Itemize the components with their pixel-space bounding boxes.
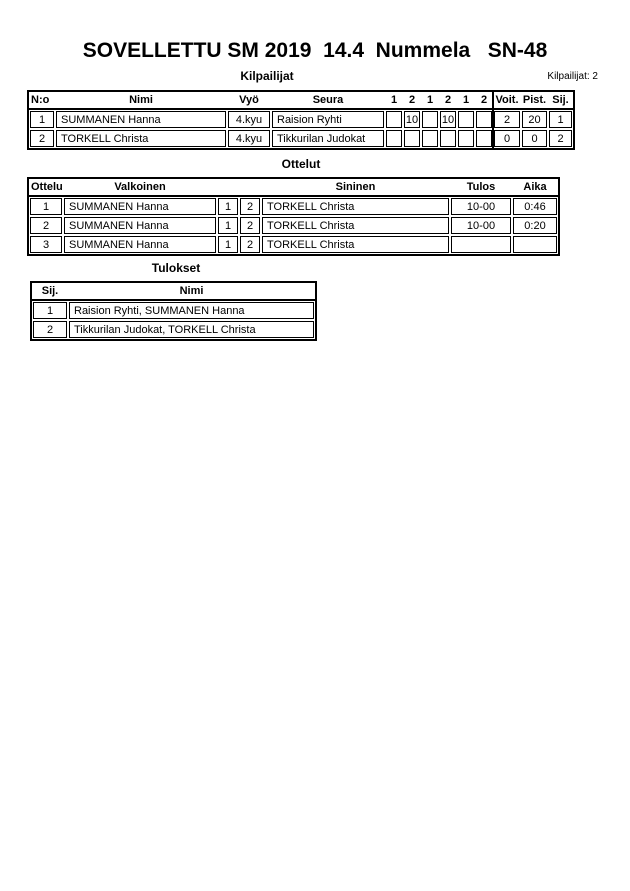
cell-belt: 4.kyu [228, 111, 270, 128]
matches-table [27, 177, 560, 256]
col-header-blue: Sininen [335, 181, 376, 193]
col-header-name: Nimi [179, 285, 204, 297]
cell-white-no: 1 [218, 198, 238, 215]
matches-body [29, 197, 558, 254]
competitors-heading: Kilpailijat [240, 69, 294, 83]
cell-name: TORKELL Christa [56, 130, 226, 147]
cell-blue-no: 2 [240, 217, 260, 234]
col-header-wins: Voit. [495, 94, 519, 106]
cell-score [440, 130, 456, 147]
col-header-name: Nimi [129, 94, 153, 106]
cell-score [386, 111, 402, 128]
cell-result: 10-00 [451, 217, 511, 234]
col-header-score-3: 1 [426, 94, 434, 106]
table-row [33, 302, 314, 319]
cell-place: 2 [33, 321, 67, 338]
cell-white-name: SUMMANEN Hanna [64, 198, 216, 215]
cell-score [422, 111, 438, 128]
col-header-score-5: 1 [462, 94, 470, 106]
cell-club: Tikkurilan Judokat [272, 130, 384, 147]
matches-header-row [29, 179, 558, 197]
cell-name: SUMMANEN Hanna [56, 111, 226, 128]
col-header-result: Tulos [466, 181, 496, 193]
cell-score [458, 130, 474, 147]
cell-name: Tikkurilan Judokat, TORKELL Christa [69, 321, 314, 338]
cell-white-no: 1 [218, 217, 238, 234]
col-header-points: Pist. [522, 94, 547, 106]
results-body [32, 301, 315, 339]
cell-place: 1 [33, 302, 67, 319]
cell-place: 2 [549, 130, 572, 147]
table-row [30, 217, 557, 234]
cell-score [386, 130, 402, 147]
table-row [30, 111, 572, 128]
cell-time [513, 236, 557, 253]
cell-wins: 0 [494, 130, 520, 147]
col-header-score-4: 2 [444, 94, 452, 106]
col-header-club: Seura [312, 94, 344, 106]
cell-blue-name: TORKELL Christa [262, 217, 449, 234]
col-header-place: Sij. [552, 94, 569, 106]
competitors-count: Kilpailijat: 2 [547, 71, 598, 82]
competitors-table [27, 90, 575, 150]
cell-no: 2 [30, 130, 54, 147]
results-heading: Tulokset [151, 261, 201, 275]
col-header-score-2: 2 [408, 94, 416, 106]
table-row [33, 321, 314, 338]
table-row [30, 130, 572, 147]
cell-score [476, 111, 492, 128]
cell-match-no: 1 [30, 198, 62, 215]
cell-belt: 4.kyu [228, 130, 270, 147]
cell-blue-no: 2 [240, 236, 260, 253]
col-header-place: Sij. [41, 285, 59, 297]
col-header-white: Valkoinen [114, 181, 166, 193]
cell-name: Raision Ryhti, SUMMANEN Hanna [69, 302, 314, 319]
col-header-match: Ottelu [31, 181, 63, 193]
table-row [30, 198, 557, 215]
cell-score [422, 130, 438, 147]
cell-place: 1 [549, 111, 572, 128]
summary-section-divider [492, 92, 494, 148]
cell-time: 0:46 [513, 198, 557, 215]
cell-club: Raision Ryhti [272, 111, 384, 128]
page-title: SOVELLETTU SM 2019 14.4 Nummela SN-48 [82, 39, 548, 62]
cell-no: 1 [30, 111, 54, 128]
col-header-belt: Vyö [239, 94, 259, 106]
cell-white-name: SUMMANEN Hanna [64, 217, 216, 234]
table-row [30, 236, 557, 253]
cell-wins: 2 [494, 111, 520, 128]
cell-score: 10 [440, 111, 456, 128]
matches-heading: Ottelut [281, 157, 321, 171]
cell-score [476, 130, 492, 147]
cell-blue-no: 2 [240, 198, 260, 215]
cell-points: 20 [522, 111, 547, 128]
cell-score [404, 130, 420, 147]
cell-result [451, 236, 511, 253]
cell-result: 10-00 [451, 198, 511, 215]
cell-match-no: 3 [30, 236, 62, 253]
cell-score: 10 [404, 111, 420, 128]
cell-match-no: 2 [30, 217, 62, 234]
results-header-row [32, 283, 315, 301]
col-header-score-6: 2 [480, 94, 488, 106]
col-header-time: Aika [523, 181, 547, 193]
cell-blue-name: TORKELL Christa [262, 236, 449, 253]
cell-white-name: SUMMANEN Hanna [64, 236, 216, 253]
col-header-no: N:o [31, 94, 50, 106]
cell-score [458, 111, 474, 128]
results-table [30, 281, 317, 341]
cell-points: 0 [522, 130, 547, 147]
cell-time: 0:20 [513, 217, 557, 234]
cell-blue-name: TORKELL Christa [262, 198, 449, 215]
cell-white-no: 1 [218, 236, 238, 253]
col-header-score-1: 1 [390, 94, 398, 106]
